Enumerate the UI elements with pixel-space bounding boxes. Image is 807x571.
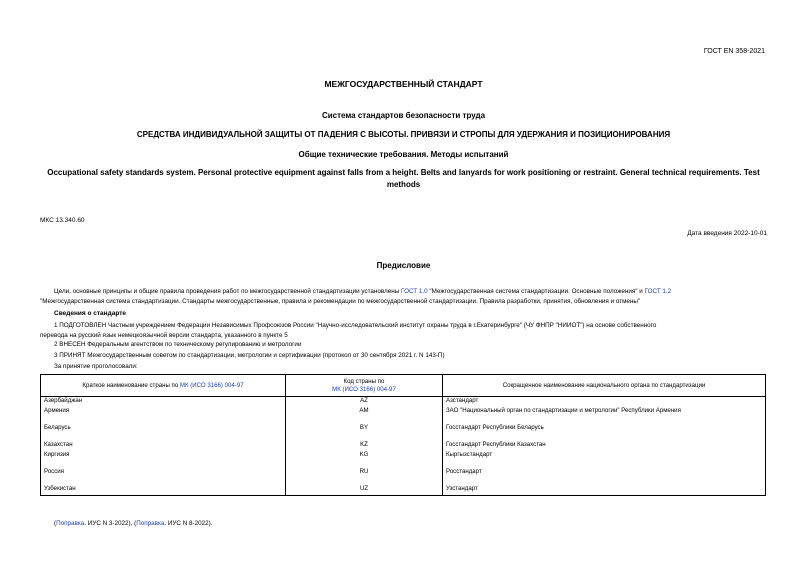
table-row	[41, 468, 766, 485]
country-name: Казахстан	[41, 441, 286, 451]
country-code: RU	[286, 468, 443, 485]
national-body: Госстандарт Республики Казахстан	[443, 441, 766, 451]
gost-1-0-link[interactable]: ГОСТ 1.0	[401, 288, 428, 295]
table-row	[41, 397, 766, 408]
paragraph-1-line-1	[40, 287, 770, 297]
country-name: Узбекистан	[41, 485, 286, 496]
national-body: Азстандарт	[443, 397, 766, 408]
national-body: Узстандарт	[443, 485, 766, 496]
introduction-date: Дата введения 2022-10-01	[687, 230, 767, 237]
country-name: Беларусь	[41, 424, 286, 441]
header-national-body: Сокращенное наименование национального органа по стандартизации	[443, 375, 766, 397]
country-code: KZ	[286, 441, 443, 451]
national-body: ЗАО "Национальный орган по стандартизации и метрологии" Республики Армения	[443, 407, 766, 424]
country-code: AZ	[286, 397, 443, 408]
paragraph-1-text-a: Цели, основные принципы и общие правила проведения работ по межгосударственной стандартизации установлены	[54, 288, 402, 295]
country-name: Армения	[41, 407, 286, 424]
paragraph-2-line-1: 1 ПОДГОТОВЛЕН Частным учреждением Федерации Независимых Профсоюзов России "Научно-исследовательский институт охраны труда в г.Екатеринбурге" (ЧУ ФНПР "НИИОТ") на основе собственного	[54, 322, 657, 329]
table-row	[41, 485, 766, 496]
table-row	[41, 441, 766, 451]
country-code: KG	[286, 451, 443, 468]
amendment-link-1[interactable]: Поправка	[56, 520, 85, 527]
mk-iso-link[interactable]: МК (ИСО 3166) 004-97	[179, 381, 244, 389]
table-row	[41, 451, 766, 468]
standard-subtitle: Общие технические требования. Методы испытаний	[298, 150, 509, 159]
national-body: Госстандарт Республики Беларусь	[443, 424, 766, 441]
national-body: Кыргызстандарт	[443, 451, 766, 468]
voting-countries-table	[40, 374, 766, 496]
country-name: Киргизия	[41, 451, 286, 468]
header-country-name: Краткое наименование страны по МК (ИСО 3166) 004-97	[41, 375, 286, 397]
table-row	[41, 407, 766, 424]
table-row	[41, 424, 766, 441]
mks-code: МКС 13.340.60	[40, 217, 85, 224]
amendment-link-2[interactable]: Поправка	[136, 520, 165, 527]
mk-iso-code-link[interactable]: МК (ИСО 3166) 004-97	[332, 385, 396, 393]
standard-info-heading: Сведения о стандарте	[54, 310, 127, 317]
header-country-code: Код страны по МК (ИСО 3166) 004-97	[286, 375, 443, 397]
voting-intro: За принятие проголосовали:	[54, 363, 138, 370]
gost-1-2-link[interactable]: ГОСТ 1.2	[644, 288, 672, 295]
standard-title: СРЕДСТВА ИНДИВИДУАЛЬНОЙ ЗАЩИТЫ ОТ ПАДЕНИЯ С ВЫСОТЫ. ПРИВЯЗИ И СТРОПЫ ДЛЯ УДЕРЖАНИЯ И ПОЗИЦИОНИРОВАНИЯ	[136, 130, 671, 139]
foreword-heading: Предисловие	[376, 261, 431, 270]
foreword-paragraph-4: 3 ПРИНЯТ Межгосударственным советом по стандартизации, метрологии и сертификации (протокол от 30 сентября 2021 г. N 143-П)	[54, 352, 445, 359]
main-title: МЕЖГОСУДАРСТВЕННЫЙ СТАНДАРТ	[324, 79, 483, 89]
foreword-paragraph-2	[40, 321, 770, 340]
paragraph-2-line-2: перевода на русский язык немецкоязычной версии стандарта, указанного в пункте 5	[40, 331, 288, 339]
english-title: Occupational safety standards system. Personal protective equipment against falls from a height. Belts and lanyards for work positioning or restraint. General technical requirements. Test methods	[47, 168, 760, 189]
system-title: Система стандартов безопасности труда	[321, 111, 486, 120]
national-body: Росстандарт	[443, 468, 766, 485]
country-name: Азербайджан	[41, 397, 286, 408]
foreword-paragraph-3: 2 ВНЕСЕН Федеральным агентством по техническому регулированию и метрологии	[54, 341, 302, 348]
table-header-row	[41, 375, 766, 397]
country-code: BY	[286, 424, 443, 441]
paragraph-1-text-b: "Межгосударственная система стандартизации. Основные положения" и	[427, 288, 645, 295]
foreword-paragraph-1	[40, 287, 770, 306]
amendments-line: (Поправка. ИУС N 3-2022), (Поправка. ИУС N 8-2022).	[54, 520, 213, 527]
document-code: ГОСТ EN 358-2021	[703, 48, 765, 55]
paragraph-1-line-2: "Межгосударственная система стандартизации. Стандарты межгосударственные, правила и рекомендации по межгосударственной стандартизации. Правила разработки, принятия, обновления и отмены"	[40, 297, 641, 305]
country-code: UZ	[286, 485, 443, 496]
country-name: Россия	[41, 468, 286, 485]
country-code: AM	[286, 407, 443, 424]
